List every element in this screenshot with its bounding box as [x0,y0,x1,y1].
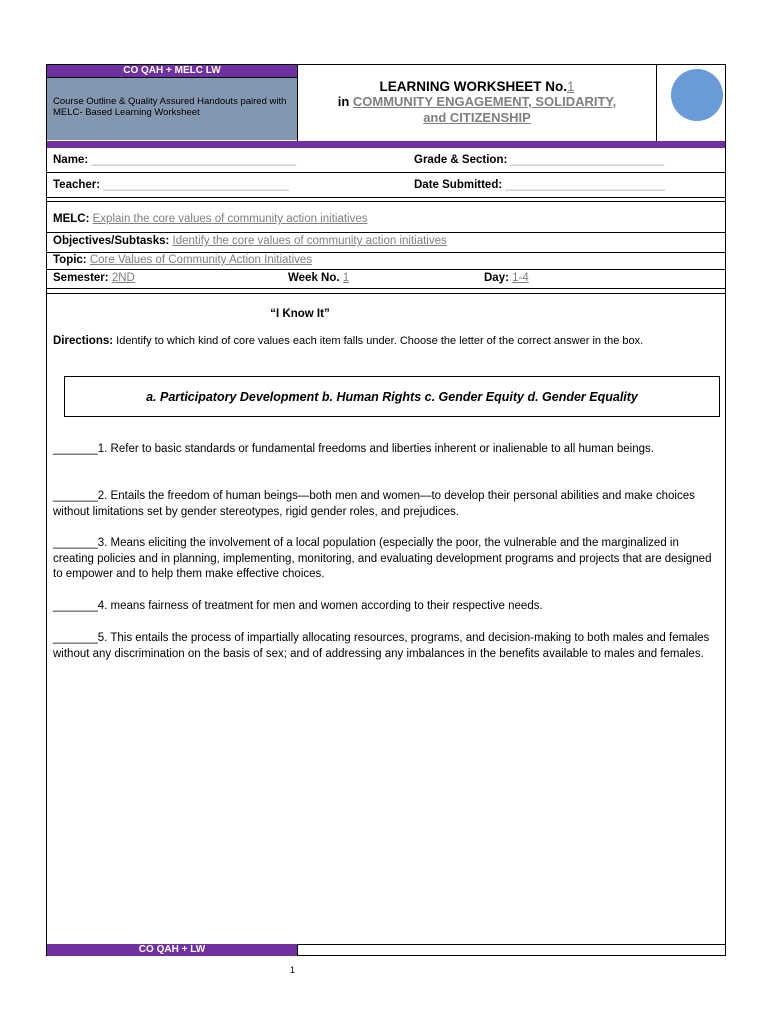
worksheet-title-prefix: LEARNING WORKSHEET No. [379,79,567,94]
in-label: in [337,94,350,109]
week-label: Week No. [288,272,340,284]
info-row-teacher [47,173,725,198]
footer-blank [297,944,725,956]
semester-row [47,270,725,289]
date-field[interactable]: _________________________ [505,179,666,191]
semester-value: 2ND [111,272,135,284]
melc-label: MELC: [53,213,90,225]
footer-badge: CO QAH + LW [47,944,297,956]
question-item-3: _______3. Means eliciting the involvement of a local population (especially the poor, the vulnerable and the marginalized in creating policies and in planning, implementing, monitoring, and evaluating development programs and projects that are designed to empower and to help them make effective choices. [53,537,712,580]
header-description: Course Outline & Quality Assured Handouts paired with MELC- Based Learning Worksheet [47,77,297,140]
objectives-label: Objectives/Subtasks: [53,235,170,247]
question-item-5: _______5. This entails the process of impartially allocating resources, programs, and decision-making to both males and females without any discrimination on the basis of sex; and of addressing any imbalances in the benefits available to males and females. [53,632,710,660]
topic-row [47,253,725,270]
worksheet-frame [46,64,726,956]
logo-area [656,65,727,141]
info-row-name [47,148,725,173]
teacher-label: Teacher: [53,179,101,191]
week-value: 1 [342,272,350,284]
topic-label: Topic: [53,254,87,266]
worksheet-number: 1 [566,79,575,94]
objectives-row [47,233,725,253]
topic-value: Core Values of Community Action Initiatives [89,254,313,266]
activity-title: “I Know It” [270,308,330,320]
grade-field[interactable]: ________________________ [510,154,665,166]
worksheet-subject [298,94,656,126]
question-item-4: _______4. means fairness of treatment for men and women according to their respective needs. [53,600,543,612]
directions-label: Directions: [53,335,114,347]
header-badge: CO QAH + MELC LW [47,65,297,77]
grade-label: Grade & Section: [414,154,508,166]
day-label: Day: [484,272,509,284]
semester-label: Semester: [53,272,109,284]
name-field[interactable]: ________________________________ [91,154,297,166]
directions [53,335,719,348]
day-value: 1-4 [512,272,529,284]
melc-row [47,208,725,233]
page-number: 1 [290,965,296,975]
teacher-field[interactable]: _____________________________ [103,179,289,191]
purple-divider [47,141,725,148]
question-item-1: _______1. Refer to basic standards or fundamental freedoms and liberties inherent or inalienable to all human beings. [53,443,654,455]
directions-text: Identify to which kind of core values each item falls under. Choose the letter of the correct answer in the box. [116,335,644,347]
name-label: Name: [53,154,89,166]
logo-circle [671,69,723,121]
subject-line-1: COMMUNITY ENGAGEMENT, SOLIDARITY, [352,94,617,109]
subject-line-2: and CITIZENSHIP [423,110,531,125]
header-title-block [298,65,656,141]
worksheet-title [298,79,656,94]
melc-value: Explain the core values of community action initiatives [92,213,368,225]
question-item-2: _______2. Entails the freedom of human beings—both men and women—to develop their personal abilities and make choices without limitations set by gender stereotypes, rigid gender roles, and prejudices. [53,490,695,518]
header-left [47,65,298,141]
answer-choices-box: a. Participatory Development b. Human Rights c. Gender Equity d. Gender Equality [64,376,720,417]
divider-line-2 [47,293,725,294]
date-label: Date Submitted: [414,179,503,191]
divider-line [47,201,725,202]
objectives-value: Identify the core values of community action initiatives [172,235,447,247]
